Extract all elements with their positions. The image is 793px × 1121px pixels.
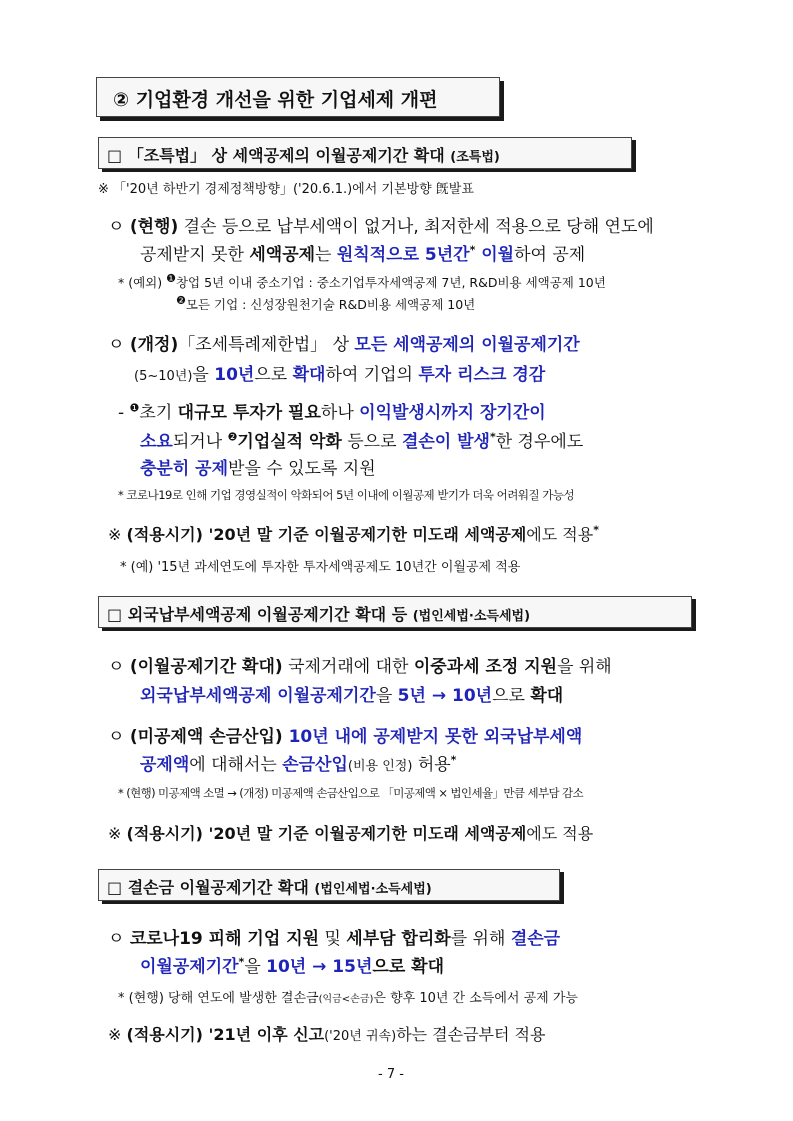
section-2-header <box>98 596 692 628</box>
s3-line-2: 이월공제기간*을 10년 → 15년으로 확대 <box>140 955 444 977</box>
s2-line-4: 공제액에 대해서는 손금산입(비용 인정) 허용* <box>140 753 457 775</box>
section-3-title: □ 결손금 이월공제기간 확대 (법인세법·소득세법) <box>107 878 432 897</box>
s3-note: * (현행) 당해 연도에 발생한 결손금(익금<손금)은 향후 10년 간 소득에서 공제 가능 <box>118 991 578 1006</box>
section-3-apply-line: ※ (적용시기) '21년 이후 신고('20년 귀속)하는 결손금부터 적용 <box>108 1025 546 1044</box>
revision-line-2: (5~10년)을 10년으로 확대하여 기업의 투자 리스크 경감 <box>134 365 546 385</box>
s2-line-2: 외국납부세액공제 이월공제기간을 5년 → 10년으로 확대 <box>140 686 564 706</box>
section-2-title: □ 외국납부세액공제 이월공제기간 확대 등 (법인세법·소득세법) <box>107 605 531 624</box>
s3-line-1: ㅇ 코로나19 피해 기업 지원 및 세부담 합리화를 위해 결손금 <box>108 929 561 949</box>
current-line-2: 공제받지 못한 세액공제는 원칙적으로 5년간* 이월하여 공제 <box>140 243 586 265</box>
detail-line-3: 충분히 공제받을 수 있도록 지원 <box>140 459 376 479</box>
s2-line-1: ㅇ (이월공제기간 확대) 국제거래에 대한 이중과세 조정 지원을 위해 <box>108 657 612 677</box>
revision-line-1: ㅇ (개정)「조세특례제한법」 상 모든 세액공제의 이월공제기간 <box>108 335 580 355</box>
detail-line-1: - $^❶$초기 대규모 투자가 필요하나 이익발생시까지 장기간이 <box>118 401 546 423</box>
exception-note-1: * (예외) ❶창업 5년 이내 중소기업 : 중소기업투자세액공제 7년, R&D비용 세액공제 10년 <box>118 271 606 290</box>
covid-note: * 코로나19로 인해 기업 경영실적이 악화되어 5년 이내에 이월공제 받기가 더욱 어려워질 가능성 <box>118 488 575 502</box>
section-2-apply-line: ※ (적용시기) '20년 말 기준 이월공제기한 미도래 세액공제에도 적용 <box>108 824 594 843</box>
detail-line-2: 소요되거나 $^❷$기업실적 악화 등으로 결손이 발생*한 경우에도 <box>140 430 584 452</box>
s2-note: * (현행) 미공제액 소멸 → (개정) 미공제액 손금산입으로 「미공제액 × 법인세율」만큼 세부담 감소 <box>118 786 584 800</box>
section-1-title: □ 「조특법」 상 세액공제의 이월공제기간 확대 (조특법) <box>107 146 500 165</box>
page-number: - 7 - <box>378 1067 404 1082</box>
s2-line-3: ㅇ (미공제액 손금산입) 10년 내에 공제받지 못한 외국납부세액 <box>108 727 583 747</box>
exception-note-2: ❷모든 기업 : 신성장원천기술 R&D비용 세액공제 10년 <box>176 293 476 312</box>
main-title-box <box>96 77 500 117</box>
section-3-header <box>98 869 560 901</box>
section-1-header <box>98 137 632 169</box>
section-1-policy-note: ※ 「'20년 하반기 경제정책방향」('20.6.1.)에서 기본방향 旣발표 <box>98 182 474 197</box>
section-1-apply-line: ※ (적용시기) '20년 말 기준 이월공제기한 미도래 세액공제에도 적용* <box>108 523 599 544</box>
page-title: ② 기업환경 개선을 위한 기업세제 개편 <box>113 89 438 111</box>
current-line-1: ㅇ (현행) 결손 등으로 납부세액이 없거나, 최저한세 적용으로 당해 연도에 <box>108 217 654 237</box>
section-1-example-note: * (예) '15년 과세연도에 투자한 투자세액공제도 10년간 이월공제 적용 <box>120 560 521 575</box>
